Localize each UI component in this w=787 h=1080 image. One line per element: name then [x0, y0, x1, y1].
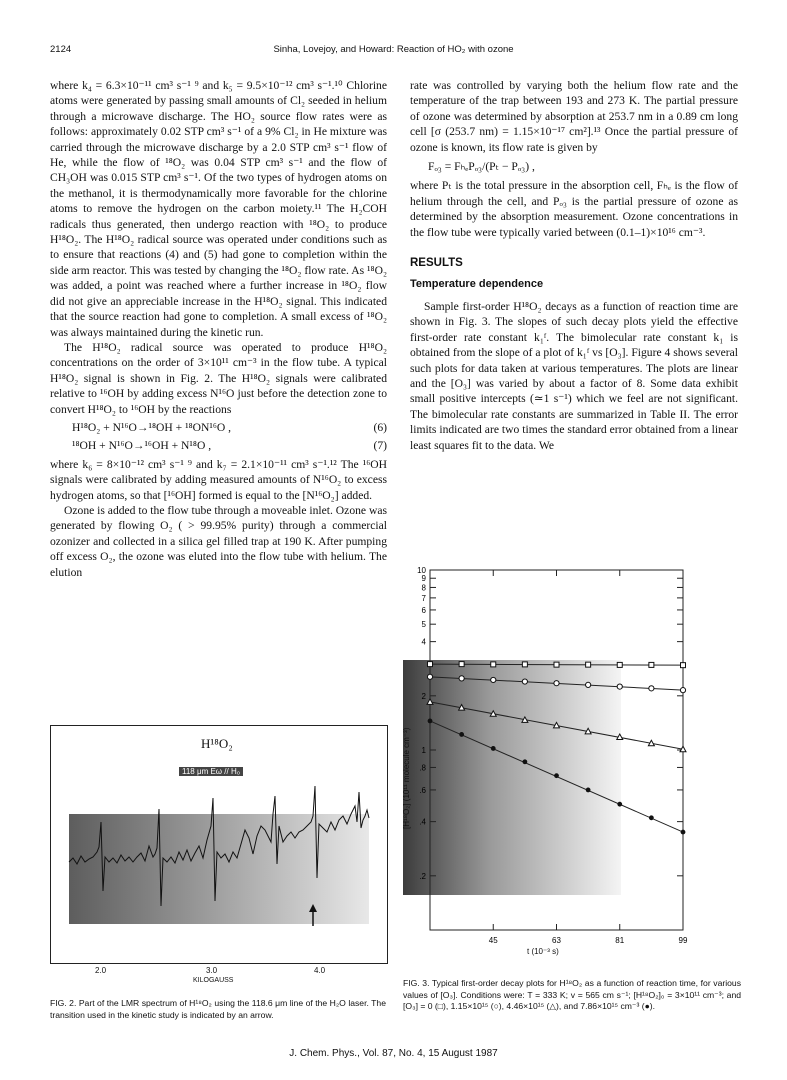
paragraph: where Pₜ is the total pressure in the absorption cell, Fₕₑ is the flow of helium through the cell, and Pₒ₃ is the partial pressure of ozone as determined by the absorption measurement. Ozone concentrations in the flow tube were typically varied between (0.1–1)×10¹⁶ cm⁻³.: [410, 179, 738, 239]
spectrum-trace: [69, 786, 369, 906]
data-point-filled-circle: [649, 815, 654, 820]
y-tick-label: 5: [421, 620, 426, 630]
fig3-chart: [403, 560, 743, 970]
y-tick-label: .8: [419, 763, 426, 773]
equation-body: ¹⁸OH + N¹⁶O→¹⁶OH + N¹⁸O ,: [72, 439, 212, 453]
data-point-filled-circle: [428, 719, 433, 724]
paragraph: Ozone is added to the flow tube through a moveable inlet. Ozone was generated by flowing O₂ ( > 99.95% purity) through a commercial ozonizer and collected in a silica gel filled trap at 190 K. After pumping off excess O₂, the ozone was eluted into the flow tube with helium. The elution: [50, 503, 387, 579]
data-point-square: [554, 662, 559, 667]
subsection-heading: Temperature dependence: [410, 278, 544, 291]
data-point-filled-circle: [681, 830, 686, 835]
data-point-circle: [649, 686, 654, 691]
data-point-circle: [491, 677, 496, 682]
data-point-square: [681, 663, 686, 668]
x-tick-label: 63: [552, 936, 561, 945]
fig2-xlabel: KILOGAUSS: [193, 977, 234, 984]
fig3-ylabel: [H¹⁸O₂] (10¹¹ molecule cm⁻³): [402, 727, 411, 829]
data-point-filled-circle: [459, 732, 464, 737]
running-title: Sinha, Lovejoy, and Howard: Reaction of HO₂ with ozone: [273, 44, 514, 55]
right-column: [410, 78, 738, 453]
y-tick-label: 10: [417, 566, 426, 575]
data-point-filled-circle: [522, 759, 527, 764]
data-point-circle: [617, 684, 622, 689]
y-tick-label: 8: [421, 583, 426, 593]
x-tick-label: 99: [678, 936, 688, 945]
data-point-square: [428, 662, 433, 667]
equation-number: (6): [373, 420, 387, 434]
flow-equation: Fₒ₃ = FₕₑPₒ₃/(Pₜ − Pₒ₃) ,: [428, 160, 535, 174]
fig2-tick: 3.0: [206, 966, 218, 975]
data-point-filled-circle: [586, 788, 591, 793]
data-point-filled-circle: [617, 802, 622, 807]
data-point-square: [459, 662, 464, 667]
y-tick-label: 6: [421, 605, 426, 615]
fig3-caption: FIG. 3. Typical first-order decay plots for H¹⁸O₂ as a function of reaction time, for various values of [O₃]. Conditions were: T = 333 K; v = 565 cm s⁻¹; [H¹⁸O₂]₀ = 3×10¹¹ cm⁻³; and [O₃] = 0 (□), 1.15×10¹⁵ (○), 4.46×10¹⁵ (△), and 7.86×10¹⁵ cm⁻³ (●).: [403, 978, 741, 1011]
y-tick-label: 2: [421, 691, 426, 701]
paragraph: where k₄ = 6.3×10⁻¹¹ cm³ s⁻¹ ⁹ and k₅ = 9.5×10⁻¹² cm³ s⁻¹.¹⁰ Chlorine atoms were generated by passing small amounts of Cl₂ seeded in helium through a microwave discharge. The HO₂ source flow rates were as follows: approximately 0.02 STP cm³ s⁻¹ of a 9% Cl₂ in He mixture was carried through the microwave discharge by a 2.0 STP cm³ s⁻¹ flow of He, while the flow of ¹⁸O₂ was 0.04 STP cm³ s⁻¹ and the flow of CH₃OH was 0.015 STP cm³ s⁻¹. Of the two types of hydrogen atoms on the methanol, it is thermodynamically more favorable for the chlorine atoms to remove the hydrogen on the carbon moiety.¹¹ The H₂COH radicals thus generated, then undergo reaction with ¹⁸O₂ to produce H¹⁸O₂. The H¹⁸O₂ radical source was operated under conditions such as to ensure that reactions (4) and (5) had gone to completion within the side arm reactor. This was tested by changing the ¹⁸O₂ flow rate. As ¹⁸O₂ was added, a point was reached where a further increase in ¹⁸O₂ flow did not give an appreciable increase in the H¹⁸O₂ signal. This indicated that the source reaction had gone to completion. A small excess of ¹⁸O₂ was always maintained during the kinetic run.: [50, 79, 387, 339]
y-tick-label: 9: [421, 574, 426, 584]
data-point-circle: [522, 679, 527, 684]
data-point-square: [649, 662, 654, 667]
fig3-xlabel: t (10⁻³ s): [527, 947, 559, 956]
fig2-spectrum: [51, 726, 387, 963]
y-tick-label: .6: [419, 785, 426, 795]
y-tick-label: 4: [421, 637, 426, 647]
journal-citation: J. Chem. Phys., Vol. 87, No. 4, 15 August 1987: [289, 1048, 498, 1059]
fig2-tick: 2.0: [95, 966, 107, 975]
fig2-tick: 4.0: [314, 966, 326, 975]
paragraph: Sample first-order H¹⁸O₂ decays as a function of reaction time are shown in Fig. 3. The slopes of such decay plots yield the effective first-order rate constant k₁ᶠ. The bimolecular rate constant k₁ is obtained from the slope of a plot of k₁ᶠ vs [O₃]. Figure 4 shows several such plots for data taken at various temperatures. The plots are linear and the [O₃] was varied by about a factor of 8. Some data exhibit small positive intercepts (≃1 s⁻¹) which we feel are not significant. The bimolecular rate constants are summarized in Table II. The error limits indicated are two times the standard error obtained from a linear least squares fit to the data. We: [410, 299, 738, 452]
paragraph: rate was controlled by varying both the helium flow rate and the temperature of the trap between 193 and 273 K. The partial pressure of ozone was determined by absorption at 253.7 nm in a 0.89 cm long cell [σ (253.7 nm) = 1.15×10⁻¹⁷ cm²].¹³ Once the partial pressure of ozone is known, its flow rate is given by: [410, 79, 738, 154]
transition-arrowhead: [309, 904, 317, 912]
data-point-square: [522, 662, 527, 667]
equation-body: H¹⁸O₂ + N¹⁶O→¹⁸OH + ¹⁸ON¹⁶O ,: [72, 420, 232, 434]
y-tick-label: .2: [419, 871, 426, 881]
equation-6: [50, 420, 387, 435]
fig3-panel: [403, 560, 743, 970]
data-point-circle: [680, 688, 685, 693]
y-tick-label: 7: [421, 593, 426, 603]
y-tick-label: 1: [421, 746, 426, 755]
x-tick-label: 81: [615, 936, 625, 945]
y-tick-label: .4: [419, 817, 426, 827]
fig2-frame: [50, 725, 388, 964]
paragraph: The H¹⁸O₂ radical source was operated to produce H¹⁸O₂ concentrations on the order of 3×10¹¹ cm⁻³ in the flow tube. A typical H¹⁸O₂ signal is shown in Fig. 2. The H¹⁸O₂ signals were calibrated relative to ¹⁶OH by adding excess N¹⁶O just before the detection zone to convert H¹⁸O₂ to ¹⁶OH by the reactions: [50, 340, 387, 416]
paragraph: where k₆ = 8×10⁻¹² cm³ s⁻¹ ⁹ and k₇ = 2.1×10⁻¹¹ cm³ s⁻¹.¹² The ¹⁶OH signals were calibrated by adding measured amounts of N¹⁶O₂ to excess hydrogen atoms, so that [¹⁶OH] formed is equal to the [N¹⁶O₂] added.: [50, 457, 387, 502]
data-point-filled-circle: [554, 773, 559, 778]
left-column: [50, 78, 387, 580]
fig2-laser-label: 118 μm Eω // H₀: [179, 767, 243, 776]
plot-frame: [430, 570, 683, 930]
data-point-circle: [427, 674, 432, 679]
fig2-caption: FIG. 2. Part of the LMR spectrum of H¹⁸O₂ using the 118.6 μm line of the H₂O laser. The transition used in the kinetic study is indicated by an arrow.: [50, 998, 386, 1020]
equation-7: [50, 438, 387, 453]
section-heading: RESULTS: [410, 257, 463, 270]
data-point-circle: [459, 676, 464, 681]
equation-number: (7): [373, 439, 387, 453]
fig2-species-label: H¹⁸O₂: [201, 736, 233, 751]
x-tick-label: 45: [488, 936, 498, 945]
data-point-circle: [586, 682, 591, 687]
data-point-circle: [554, 681, 559, 686]
data-point-square: [586, 662, 591, 667]
data-point-square: [617, 662, 622, 667]
data-point-square: [491, 662, 496, 667]
data-point-triangle: [427, 699, 433, 705]
page-number: 2124: [50, 44, 72, 55]
data-point-filled-circle: [491, 746, 496, 751]
